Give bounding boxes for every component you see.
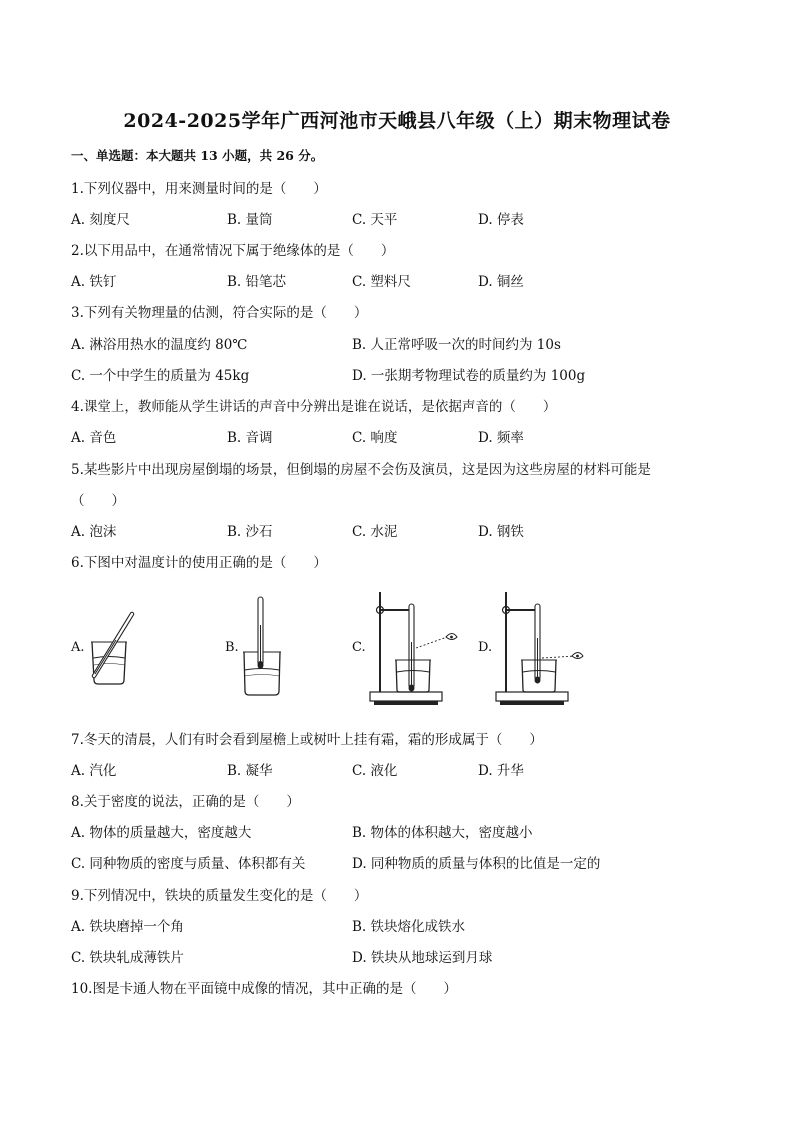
figure-b-label: B. [225,640,239,655]
q5-option-b: B. 沙石 [227,524,273,540]
q7-option-a: A. 汽化 [71,763,117,779]
question-8: 8.关于密度的说法，正确的是（ ） [71,794,300,810]
q3-option-a: A. 淋浴用热水的温度约 80℃ [71,337,248,353]
q9-option-a: A. 铁块磨掉一个角 [71,919,184,935]
q7-option-b: B. 凝华 [227,763,273,779]
q7-option-d: D. 升华 [478,763,524,779]
section-heading: 一、单选题：本大题共 13 小题，共 26 分。 [71,148,324,163]
q3-option-c: C. 一个中学生的质量为 45kg [71,368,250,384]
question-10: 10.图是卡通人物在平面镜中成像的情况，其中正确的是（ ） [71,981,457,997]
q5-option-a: A. 泡沫 [71,524,117,540]
q2-option-a: A. 铁钉 [71,274,117,290]
figure-c-label: C. [352,640,366,655]
q2-option-d: D. 铜丝 [478,274,524,290]
question-7: 7.冬天的清晨，人们有时会看到屋檐上或树叶上挂有霜，霜的形成属于（ ） [71,732,543,748]
q5-option-c: C. 水泥 [352,524,398,540]
q1-option-a: A. 刻度尺 [71,212,130,228]
question-3: 3.下列有关物理量的估测，符合实际的是（ ） [71,305,368,321]
figure-a-label: A. [71,640,85,655]
q4-option-d: D. 频率 [478,430,524,446]
question-2: 2.以下用品中，在通常情况下属于绝缘体的是（ ） [71,243,395,259]
question-1: 1.下列仪器中，用来测量时间的是（ ） [71,181,327,197]
q4-option-b: B. 音调 [227,430,273,446]
q3-option-b: B. 人正常呼吸一次的时间约为 10s [352,337,561,353]
question-6: 6.下图中对温度计的使用正确的是（ ） [71,555,327,571]
q8-option-a: A. 物体的质量越大，密度越大 [71,825,252,841]
q2-option-c: C. 塑料尺 [352,274,411,290]
q8-option-d: D. 同种物质的质量与体积的比值是一定的 [352,856,601,872]
q8-option-b: B. 物体的体积越大，密度越小 [352,825,533,841]
q9-option-b: B. 铁块熔化成铁水 [352,919,466,935]
q1-option-d: D. 停表 [478,212,524,228]
q1-option-c: C. 天平 [352,212,398,228]
q1-option-b: B. 量筒 [227,212,273,228]
figure-d-label: D. [478,640,493,655]
q2-option-b: B. 铅笔芯 [227,274,287,290]
thermometer-figure-d [492,582,592,710]
thermometer-figure-a [86,610,146,690]
q8-option-c: C. 同种物质的密度与质量、体积都有关 [71,856,306,872]
thermometer-figure-b [240,595,290,700]
q4-option-a: A. 音色 [71,430,117,446]
q9-option-c: C. 铁块轧成薄铁片 [71,950,184,966]
q5-option-d: D. 钢铁 [478,524,524,540]
question-4: 4.课堂上，教师能从学生讲话的声音中分辨出是谁在说话，是依据声音的（ ） [71,399,557,415]
q7-option-c: C. 液化 [352,763,398,779]
q9-option-d: D. 铁块从地球运到月球 [352,950,493,966]
question-5-continued: （ ） [71,493,125,509]
page-title: 2024-2025学年广西河池市天峨县八年级（上）期末物理试卷 [123,110,671,132]
thermometer-figure-c [366,582,466,710]
q4-option-c: C. 响度 [352,430,398,446]
question-5: 5.某些影片中出现房屋倒塌的场景，但倒塌的房屋不会伤及演员，这是因为这些房屋的材料可能是 [71,462,651,478]
q3-option-d: D. 一张期考物理试卷的质量约为 100g [352,368,586,384]
question-9: 9.下列情况中，铁块的质量发生变化的是（ ） [71,888,368,904]
